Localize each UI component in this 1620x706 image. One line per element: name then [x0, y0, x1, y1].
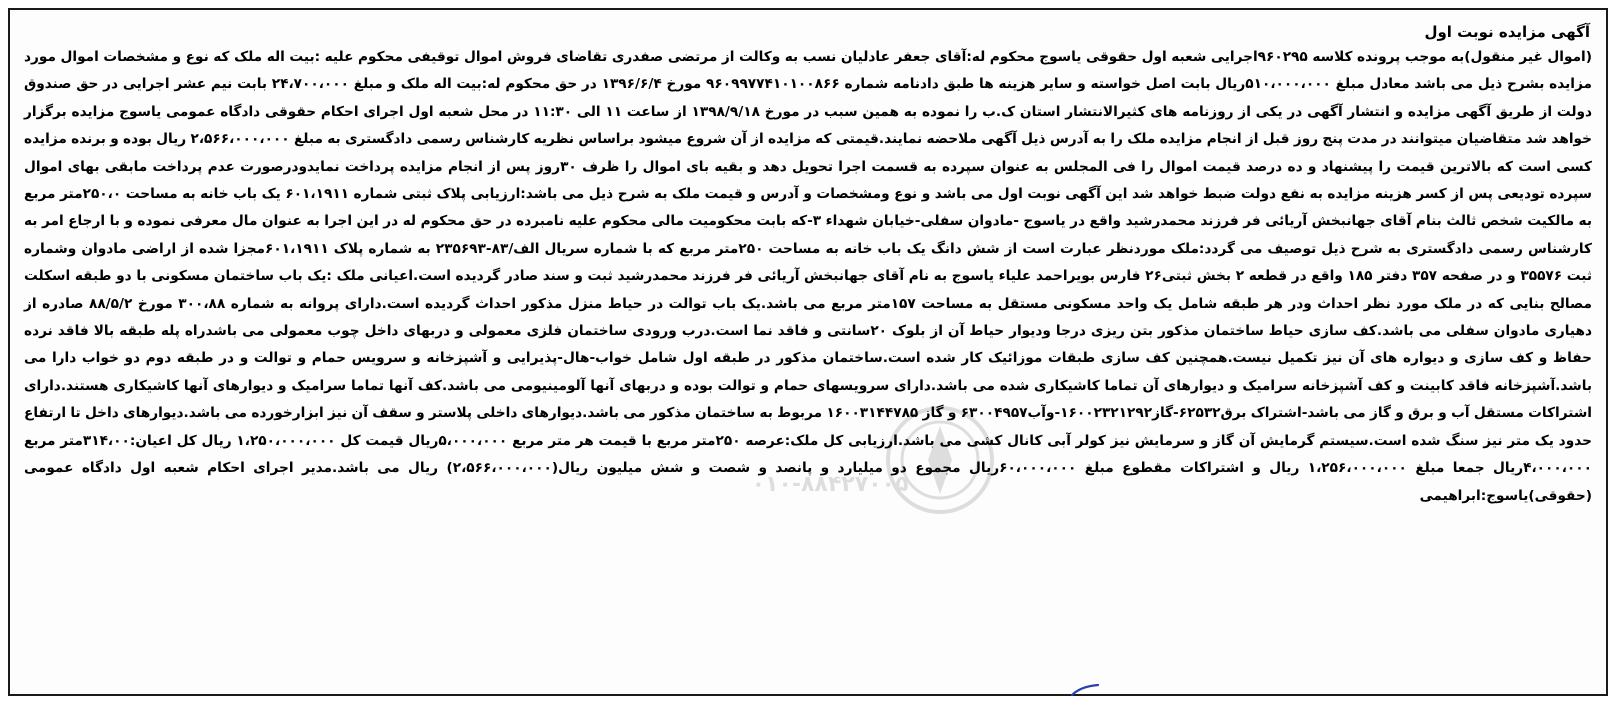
notice-title: آگهی مزایده نوبت اول	[1424, 23, 1590, 41]
notice-body: (اموال غیر منقول)به موجب پرونده کلاسه ۹۶۰۲۹۵اجرایی شعبه اول حقوقی یاسوج محکوم له:آقای جعفر عادلیان نسب به وکالت از مرتضی صفدری تقاضای فروش اموال توقیفی محکوم علیه :بیت اله ملک که نوع و مشخصات اموال مورد مزایده بشرح ذیل می باشد معادل مبلغ ۵۱۰،۰۰۰،۰۰۰ریال بابت اصل خواسته و سایر هزینه ها طبق دادنامه شماره ۹۶۰۹۹۷۷۴۱۰۱۰۰۸۶۶ مورخ ۱۳۹۶/۶/۴ در حق محکوم له:بیت اله ملک و مبلغ ۲۴،۷۰۰،۰۰۰ بابت نیم عشر اجرایی در حق صندوق دولت از طریق آگهی مزایده و انتشار آگهی در یکی از روزنامه های کثیرالانتشار استان ک.ب را نموده به همین سبب در مورخ ۱۳۹۸/۹/۱۸ از ساعت ۱۱ الی ۱۱:۳۰ در محل شعبه اول اجرای احکام حقوقی دادگاه عمومی یاسوج مزایده برگزار خواهد شد متقاضیان میتوانند در مدت پنج روز قبل از انجام مزایده ملک را به آدرس ذیل آگهی ملاحضه نمایند.قیمتی که مزایده از آن شروع میشود براساس نظریه کارشناس رسمی دادگستری به مبلغ ۲،۵۶۶،۰۰۰،۰۰۰ ریال بوده و برنده مزایده کسی است که بالاترین قیمت را پیشنهاد و ده درصد قیمت اموال را فی المجلس به عنوان سپرده به قسمت اجرا تحویل دهد و بقیه بای اموال را ظرف ۳۰روز پس از انجام مزایده پرداخت نمایدودرصورت عدم پرداخت مابقی بهای اموال سپرده تودیعی پس از کسر هزینه مزایده به نفع دولت ضبط خواهد شد این آگهی نوبت اول می باشد و نوع ومشخصات و آدرس و قیمت ملک به شرح ذیل می باشد:ارزیابی پلاک ثبتی شماره ۶۰۱،۱۹۱۱ یک باب خانه به مساحت ۲۵۰،۰متر مربع به مالکیت شخص ثالث بنام آقای جهانبخش آریائی فر فرزند محمدرشید واقع در یاسوج -مادوان سفلی-خیابان شهداء ۳-که بابت محکومیت مالی محکوم علیه نامبرده در حق محکوم له در این اجرا به عنوان مال معرفی نموده و با ارجاع امر به کارشناس رسمی دادگستری به شرح ذیل توصیف می گردد:ملک موردنظر عبارت است از شش دانگ یک باب خانه به مساحت ۲۵۰متر مربع که با شماره سریال الف/۸۳-۲۳۵۶۹۳ به شماره پلاک ۶۰۱،۱۹۱۱مجزا شده از اراضی مادوان وشماره ثبت ۳۵۵۷۶ و در صفحه ۳۵۷ دفتر ۱۸۵ واقع در قطعه ۲ بخش ثبتی۲۶ فارس بویراحمد علیاء یاسوج به نام آقای جهانبخش آریائی فر فرزند محمدرشید ثبت و سند صادر گردیده است.اعیانی ملک :یک باب ساختمان مسکونی با دو طبقه اسکلت مصالح بنایی که در ملک مورد نظر احداث ودر هر طبقه شامل یک واحد مسکونی مستقل به مساحت ۱۵۷متر مربع می باشد.یک باب توالت در حیاط منزل مذکور احداث گردیده است.دارای پروانه به شماره ۳۰۰،۸۸ مورخ ۸۸/۵/۲ صادره از دهیاری مادوان سفلی می باشد.کف سازی حیاط ساختمان مذکور بتن ریزی درجا ودیوار حیاط آن از بلوک ۲۰سانتی و فاقد نما است.درب ورودی ساختمان فلزی معمولی و دربهای داخل چوب معمولی می باشدراه پله طبقه بالا فاقد نرده حفاظ و کف سازی و دیواره های آن نیز تکمیل نیست.همچنین کف سازی طبقات موزائیک کار شده است.ساختمان مذکور در طبقه اول شامل خواب-هال-پذیرایی و آشپزخانه و سرویس حمام و توالت و در طبقه دوم دو خواب دارا می باشد.آشپزخانه فاقد کابینت و کف آشپزخانه سرامیک و دیوارهای آن تماما کاشیکاری شده می باشد.دارای سرویسهای حمام و توالت بوده و دربهای آنها آلومینیومی می باشد.کف آنها تماما سرامیک و دیوارهای آنها کاشیکاری هستند.دارای اشتراکات مستقل آب و برق و گاز می باشد-اشتراک برق۶۲۵۳۲-گاز۱۶۰۰۲۳۲۱۲۹۲-وآب۶۳۰۰۴۹۵۷ و گاز ۱۶۰۰۳۱۴۴۷۸۵ مربوط به ساختمان مذکور می باشد.دیوارهای داخلی پلاستر و سقف آن نیز ابزارخورده می باشد.دیوارهای داخل تا ارتفاع حدود یک متر نیز سنگ شده است.سیستم گرمایش آن گاز و سرمایش نیز کولر آبی کانال کشی می باشد.ارزیابی کل ملک:عرصه ۲۵۰متر مربع با قیمت هر متر مربع ۵،۰۰۰،۰۰۰ریال قیمت کل ۱،۲۵۰،۰۰۰،۰۰۰ ریال کل اعیان:۳۱۴،۰۰متر مربع ۴،۰۰۰،۰۰۰ریال جمعا مبلغ ۱،۲۵۶،۰۰۰،۰۰۰ ریال و اشتراکات مقطوع مبلغ ۶۰،۰۰۰،۰۰۰ریال مجموع دو میلیارد و پانصد و شصت و شش میلیون ریال(۲،۵۶۶،۰۰۰،۰۰۰) ریال می باشد.مدیر اجرای احکام شعبه اول دادگاه عمومی (حقوقی)یاسوج:ابراهیمی	[24, 49, 1593, 504]
pen-mark-icon	[1070, 683, 1100, 697]
notice-frame	[8, 8, 1608, 696]
watermark-text: ۰۱۰-۸۸۴۲۷۰۰۵	[751, 472, 909, 497]
auction-notice	[10, 10, 1606, 694]
